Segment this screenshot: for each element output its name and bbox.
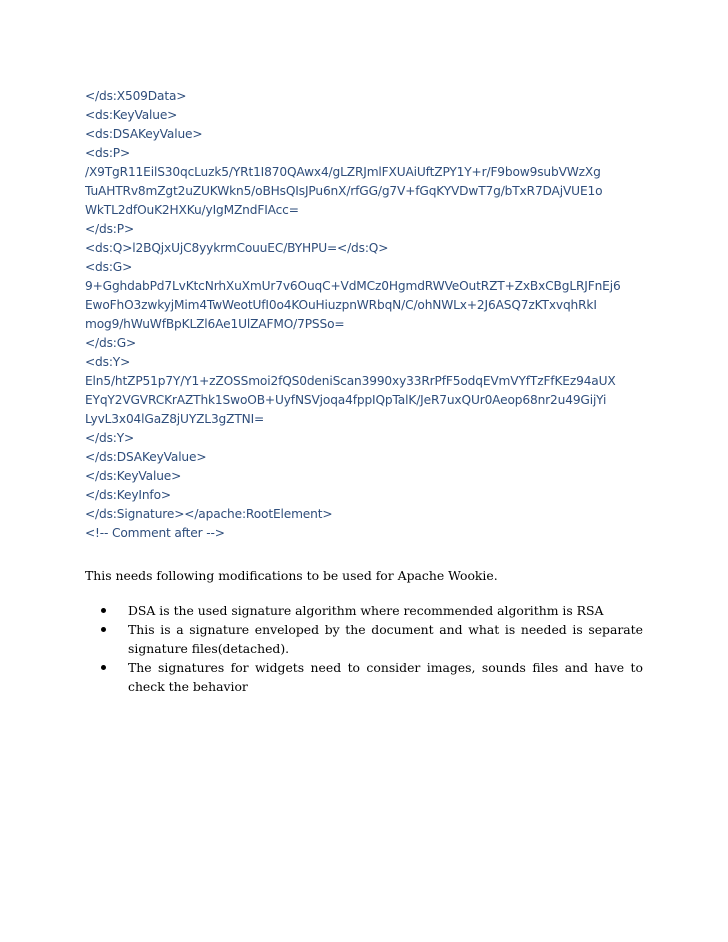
- code-line: TuAHTRv8mZgt2uZUKWkn5/oBHsQIsJPu6nX/rfGG/g7V+fGqKYVDwT7g/bTxR7DAjVUE1o: [85, 184, 603, 198]
- code-line: <ds:KeyValue>: [85, 108, 178, 122]
- code-line: <ds:Y>: [85, 355, 131, 369]
- code-line: 9+GghdabPd7LvKtcNrhXuXmUr7v6OuqC+VdMCz0HgmdRWVeOutRZT+ZxBxCBgLRJFnEj6: [85, 279, 621, 293]
- code-line: Eln5/htZP51p7Y/Y1+zZOSSmoi2fQS0deniScan3990xy33RrPfF5odqEVmVYfTzFfKEz94aUX: [85, 374, 616, 388]
- list-item: [85, 658, 643, 696]
- bullet-icon: [101, 608, 106, 613]
- code-line: </ds:Signature></apache:RootElement>: [85, 507, 333, 521]
- code-line: </ds:Y>: [85, 431, 135, 445]
- code-line: </ds:DSAKeyValue>: [85, 450, 207, 464]
- code-line: </ds:KeyValue>: [85, 469, 182, 483]
- code-line: <ds:DSAKeyValue>: [85, 127, 203, 141]
- code-line: WkTL2dfOuK2HXKu/yIgMZndFIAcc=: [85, 203, 299, 217]
- code-line: EYqY2VGVRCKrAZThk1SwoOB+UyfNSVjoqa4fppIQpTalK/JeR7uxQUr0Aeop68nr2u49GijYi: [85, 393, 607, 407]
- code-line: /X9TgR11EilS30qcLuzk5/YRt1I870QAwx4/gLZRJmlFXUAiUftZPY1Y+r/F9bow9subVWzXg: [85, 165, 601, 179]
- code-line: <!-- Comment after -->: [85, 526, 225, 540]
- bullet-icon: [101, 627, 106, 632]
- code-line: </ds:X509Data>: [85, 89, 187, 103]
- code-line: EwoFhO3zwkyjMim4TwWeotUfI0o4KOuHiuzpnWRbqN/C/ohNWLx+2J6ASQ7zKTxvqhRkI: [85, 298, 597, 312]
- code-line: LyvL3x04lGaZ8jUYZL3gZTNI=: [85, 412, 265, 426]
- code-line: <ds:G>: [85, 260, 133, 274]
- list-item: [85, 620, 643, 658]
- list-item-text: The signatures for widgets need to consider images, sounds files and have to check the behavior: [128, 660, 643, 694]
- intro-paragraph: This needs following modifications to be used for Apache Wookie.: [85, 568, 498, 583]
- xml-code-block: [85, 87, 645, 543]
- code-line: </ds:KeyInfo>: [85, 488, 171, 502]
- code-line: mog9/hWuWfBpKLZl6Ae1UlZAFMO/7PSSo=: [85, 317, 345, 331]
- code-line: <ds:P>: [85, 146, 131, 160]
- bullet-icon: [101, 665, 106, 670]
- code-line: </ds:G>: [85, 336, 137, 350]
- list-item-text: This is a signature enveloped by the document and what is needed is separate signature files(detached).: [128, 622, 643, 656]
- code-line: <ds:Q>l2BQjxUjC8yykrmCouuEC/BYHPU=</ds:Q>: [85, 241, 389, 255]
- modification-list: [85, 601, 643, 696]
- list-item: [85, 601, 643, 620]
- list-item-text: DSA is the used signature algorithm where recommended algorithm is RSA: [128, 603, 604, 618]
- code-line: </ds:P>: [85, 222, 135, 236]
